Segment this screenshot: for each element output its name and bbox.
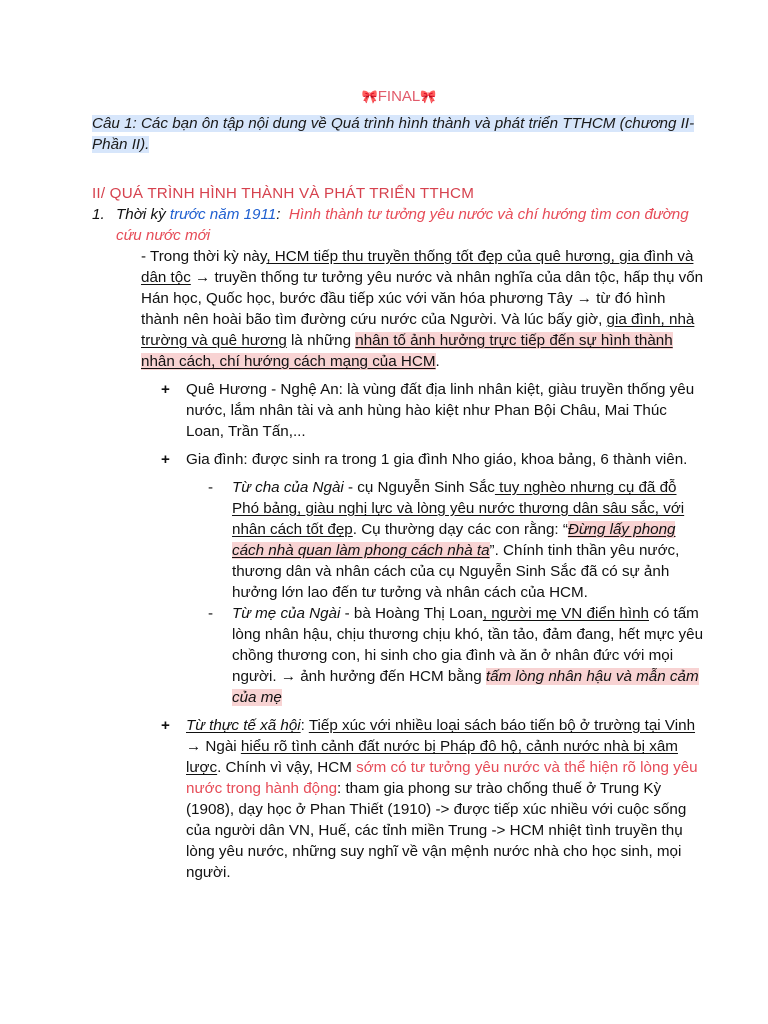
me-highlight: tấm lòng nhân hậu và mẫn cảm của mẹ: [232, 668, 699, 706]
question-text: Câu 1: Các bạn ôn tập nội dung về Quá trình hình thành và phát triển TTHCM (chương II- Phần II).: [92, 115, 695, 153]
cha-quote: Đừng lấy phong cách nhà quan làm phong cách nhà ta: [232, 521, 676, 559]
intro-text: là những: [286, 332, 356, 349]
me-paragraph: [232, 603, 706, 708]
cha-paragraph: [232, 477, 706, 603]
period-year: trước năm 1911: [169, 206, 277, 223]
bullet-gia-dinh: [161, 449, 706, 470]
dash-item-cha: [208, 477, 706, 603]
bullet-marker: +: [161, 381, 170, 398]
cha-text: . Cụ thường dạy các con rằng: “: [352, 521, 568, 538]
me-text: có tấm lòng nhân hậu, chịu thương chịu khó, tần tảo, đảm đang, hết mực yêu chồng thương con, hi sinh cho gia đình và ăn ở nhân đức với mọi người. → ảnh hưởng đến HCM bằng: [232, 605, 704, 685]
intro-underline-1: , HCM tiếp thu truyền thống tốt đẹp của quê hương, gia đình và dân tộc: [141, 248, 694, 286]
thuc-te-underline-1: Tiếp xúc với nhiều loại sách báo tiến bộ ở trường tại Vinh: [308, 717, 696, 734]
me-underline: , người mẹ VN điển hình: [482, 605, 649, 622]
thuc-te-underline-2: hiểu rõ tình cảnh đất nước bị Pháp đô hộ, cảnh nước nhà bị xâm lược: [186, 738, 678, 776]
final-title: FINAL: [377, 88, 421, 105]
list-item-1-heading: [92, 204, 706, 246]
gia-dinh-text: Gia đình: được sinh ra trong 1 gia đình Nho giáo, khoa bảng, 6 thành viên.: [186, 451, 688, 468]
thuc-te-paragraph: [186, 715, 706, 883]
cha-text: ”. Chính tinh thần yêu nước, thương dân và nhân cách của cụ Nguyễn Sinh Sắc đã có sự ảnh hưởng lớn lao đến tư tưởng và nhân cách của HCM.: [232, 542, 680, 601]
dash-item-me: [208, 603, 706, 708]
bullet-que-huong: [161, 379, 706, 442]
ordered-list: [92, 204, 706, 246]
thuc-te-text: :: [300, 717, 309, 734]
intro-text: - Trong thời kỳ này: [141, 248, 267, 265]
intro-underline-2: gia đình, nhà trường và quê hương: [141, 311, 695, 349]
list-marker: 1.: [92, 206, 105, 223]
question-line: [92, 113, 706, 155]
thuc-te-text: . Chính vì vậy, HCM: [217, 759, 357, 776]
thuc-te-text: → Ngài: [186, 738, 241, 755]
intro-text: .: [435, 353, 440, 370]
intro-paragraph: [141, 246, 706, 372]
blank-line: [92, 155, 706, 176]
dash-marker: -: [208, 479, 214, 496]
bullet-marker: +: [161, 451, 170, 468]
thuc-te-label: Từ thực tế xã hội: [186, 717, 301, 734]
final-heading: [92, 86, 706, 107]
intro-text: → truyền thống tư tưởng yêu nước và nhân nghĩa của dân tộc, hấp thụ vốn Hán học, Quốc học, bước đầu tiếp xúc với văn hóa phương Tây → từ đó hình thành nên hoài bão tìm đường cứu nước của Người. Và lúc bấy giờ,: [141, 269, 704, 328]
bullet-marker: +: [161, 717, 170, 734]
me-label: Từ mẹ của Ngài: [232, 605, 341, 622]
cha-label: Từ cha của Ngài: [232, 479, 344, 496]
bow-right-icon: 🎀: [420, 89, 437, 104]
cha-text: - cụ Nguyễn Sinh Sắc: [343, 479, 495, 496]
bow-left-icon: 🎀: [361, 89, 378, 104]
que-huong-text: Quê Hương - Nghệ An: là vùng đất địa linh nhân kiệt, giàu truyền thống yêu nước, lắm nhân tài và anh hùng hào kiệt như Phan Bội Châu, Mai Thúc Loan, Trần Tấn,...: [186, 381, 695, 440]
thuc-te-text: : tham gia phong sư trào chống thuế ở Trung Kỳ (1908), dạy học ở Phan Thiết (1910) -> được tiếp xúc nhiều với cuộc sống của người dân VN, Huế, các tỉnh miền Trung -> HCM nhiệt tình truyền thụ lòng yêu nước, những suy nghĩ về vận mệnh nước nhà cho học sinh, mọi người.: [186, 780, 687, 881]
me-text: - bà Hoàng Thị Loan: [340, 605, 483, 622]
intro-highlight: nhân tố ảnh hưởng trực tiếp đến sự hình thành nhân cách, chí hướng cách mạng của HCM: [141, 332, 673, 370]
period-prefix: Thời kỳ: [116, 206, 170, 223]
thuc-te-red-text: sớm có tư tưởng yêu nước và thể hiện rõ lòng yêu nước trong hành động: [186, 759, 698, 797]
dash-marker: -: [208, 605, 214, 622]
cha-underline: tuy nghèo nhưng cụ đã đỗ Phó bảng, giàu nghị lực và lòng yêu nước thương dân sâu sắc, với nhân cách tốt đẹp: [232, 479, 685, 538]
period-description: Hình thành tư tưởng yêu nước và chí hướng tìm con đường cứu nước mới: [116, 206, 689, 244]
bullet-thuc-te: [161, 715, 706, 883]
section-title: II/ QUÁ TRÌNH HÌNH THÀNH VÀ PHÁT TRIỂN TTHCM: [92, 185, 475, 202]
period-colon: :: [276, 206, 281, 223]
